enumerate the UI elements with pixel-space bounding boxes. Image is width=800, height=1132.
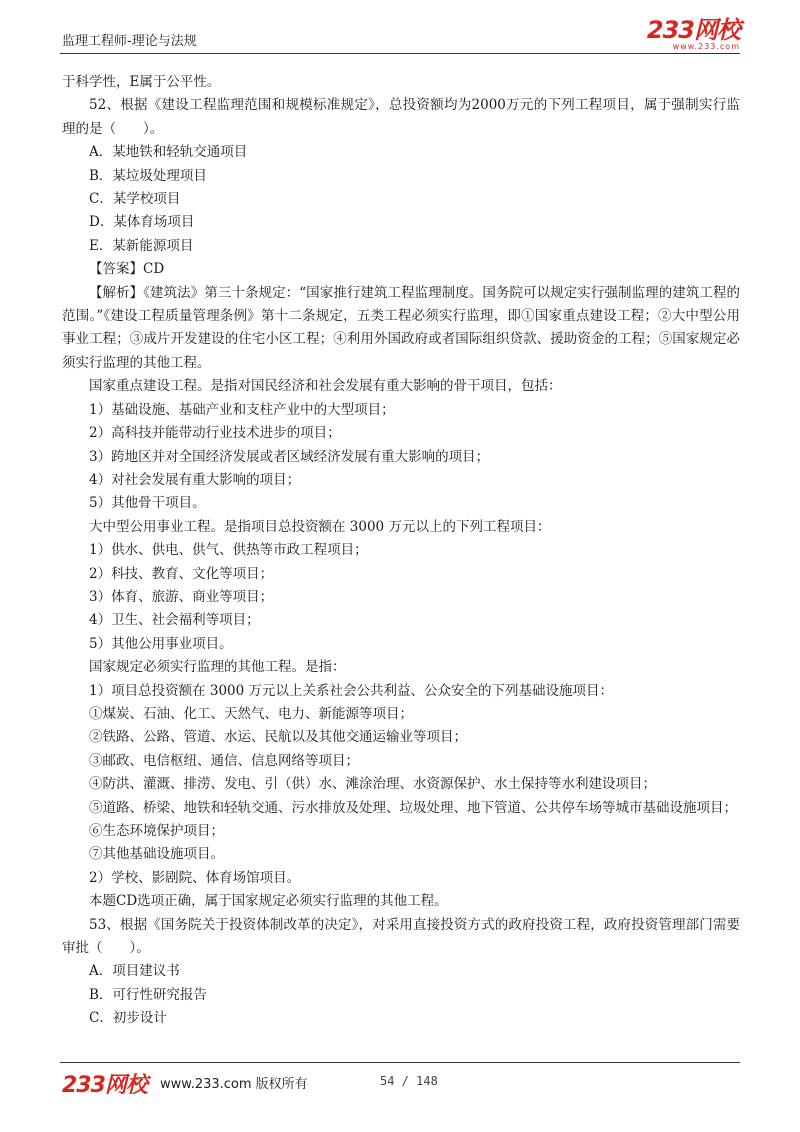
list-item: 5）其他公用事业项目。	[89, 635, 233, 652]
list-item: 3）体育、旅游、商业等项目；	[89, 588, 274, 605]
brand-logo-text: 233网校	[646, 16, 740, 44]
page-footer	[60, 1062, 740, 1102]
list-item: 5）其他骨干项目。	[89, 495, 206, 512]
header-divider	[60, 53, 740, 54]
option-a: A．某地铁和轻轨交通项目	[89, 144, 248, 161]
question-53: 53、根据《国务院关于投资体制改革的决定》，对采用直接投资方式的政府投资工程，政府投资管理部门需要审批（ ）。	[62, 916, 740, 957]
option-c: C．初步设计	[89, 1010, 167, 1027]
list-item: 4）卫生、社会福利等项目；	[89, 612, 260, 629]
text-line: 本题CD选项正确，属于国家规定必须实行监理的其他工程。	[89, 893, 448, 910]
list-item: ⑥生态环境保护项目；	[89, 823, 224, 839]
list-item: 2）科技、教育、文化等项目；	[89, 565, 274, 582]
list-item: ⑤道路、桥梁、地铁和轻轨交通、污水排放及处理、垃圾处理、地下管道、公共停车场等城市基础设施项目；	[89, 799, 737, 816]
text-line: 国家规定必须实行监理的其他工程。是指：	[89, 659, 346, 676]
footer-divider	[60, 1062, 740, 1063]
list-item: ①煤炭、石油、化工、天然气、电力、新能源等项目；	[89, 705, 413, 722]
text-line: 于科学性，E属于公平性。	[62, 74, 221, 90]
brand-logo-url: www.233.com	[672, 42, 740, 51]
option-e: E．某新能源项目	[89, 237, 194, 254]
list-item: ⑦其他基础设施项目。	[89, 846, 224, 863]
list-item: 4）对社会发展有重大影响的项目；	[89, 471, 301, 488]
text-line: 国家重点建设工程。是指对国民经济和社会发展有重大影响的骨干项目，包括：	[89, 378, 562, 395]
list-item: 1）项目总投资额在 3000 万元以上关系社会公共利益、公众安全的下列基础设施项目：	[89, 682, 614, 699]
question-52: 52、根据《建设工程监理范围和规模标准规定》，总投资额均为2000万元的下列工程项目，属于强制实行监理的是（ ）。	[62, 97, 740, 137]
answer: 【答案】CD	[89, 261, 165, 278]
footer-copyright: www.233.com 版权所有	[160, 1077, 308, 1092]
list-item: ④防洪、灌溉、排涝、发电、引（供）水、滩涂治理、水资源保护、水土保持等水利建设项目；	[89, 776, 656, 793]
page-number: 54 / 148	[380, 1074, 438, 1088]
brand-logo	[630, 18, 740, 50]
option-d: D．某体育场项目	[89, 214, 195, 231]
option-b: B．可行性研究报告	[89, 986, 207, 1003]
footer-logo: 233网校	[62, 1073, 147, 1098]
list-item: 1）供水、供电、供气、供热等市政工程项目；	[89, 542, 368, 559]
option-b: B．某垃圾处理项目	[89, 167, 207, 184]
page-header	[60, 0, 740, 60]
option-a: A．项目建议书	[89, 963, 180, 980]
list-item: ②铁路、公路、管道、水运、民航以及其他交通运输业等项目；	[89, 729, 467, 746]
text-line: 大中型公用事业工程。是指项目总投资额在 3000 万元以上的下列工程项目：	[89, 518, 551, 535]
list-item: 2）高科技并能带动行业技术进步的项目；	[89, 425, 341, 442]
list-item: 2）学校、影剧院、体育场馆项目。	[89, 869, 301, 886]
page-content	[62, 71, 740, 1031]
document-title: 监理工程师-理论与法规	[62, 34, 197, 49]
option-c: C．某学校项目	[89, 191, 181, 208]
analysis: 【解析】《建筑法》第三十条规定：“国家推行建筑工程监理制度。国务院可以规定实行强制监理的建筑工程的范围。”《建设工程质量管理条例》第十二条规定，五类工程必须实行监理，即①国家重点建设工程；②大中型公用事业工程；③成片开发建设的住宅小区工程；④利用外国政府或者国际组织贷款、援助资金的工程；⑤国家规定必须实行监理的其他工程。	[62, 284, 740, 371]
list-item: 1）基础设施、基础产业和支柱产业中的大型项目；	[89, 401, 395, 418]
list-item: ③邮政、电信枢纽、通信、信息网络等项目；	[89, 752, 359, 769]
list-item: 3）跨地区并对全国经济发展或者区域经济发展有重大影响的项目；	[89, 448, 490, 465]
